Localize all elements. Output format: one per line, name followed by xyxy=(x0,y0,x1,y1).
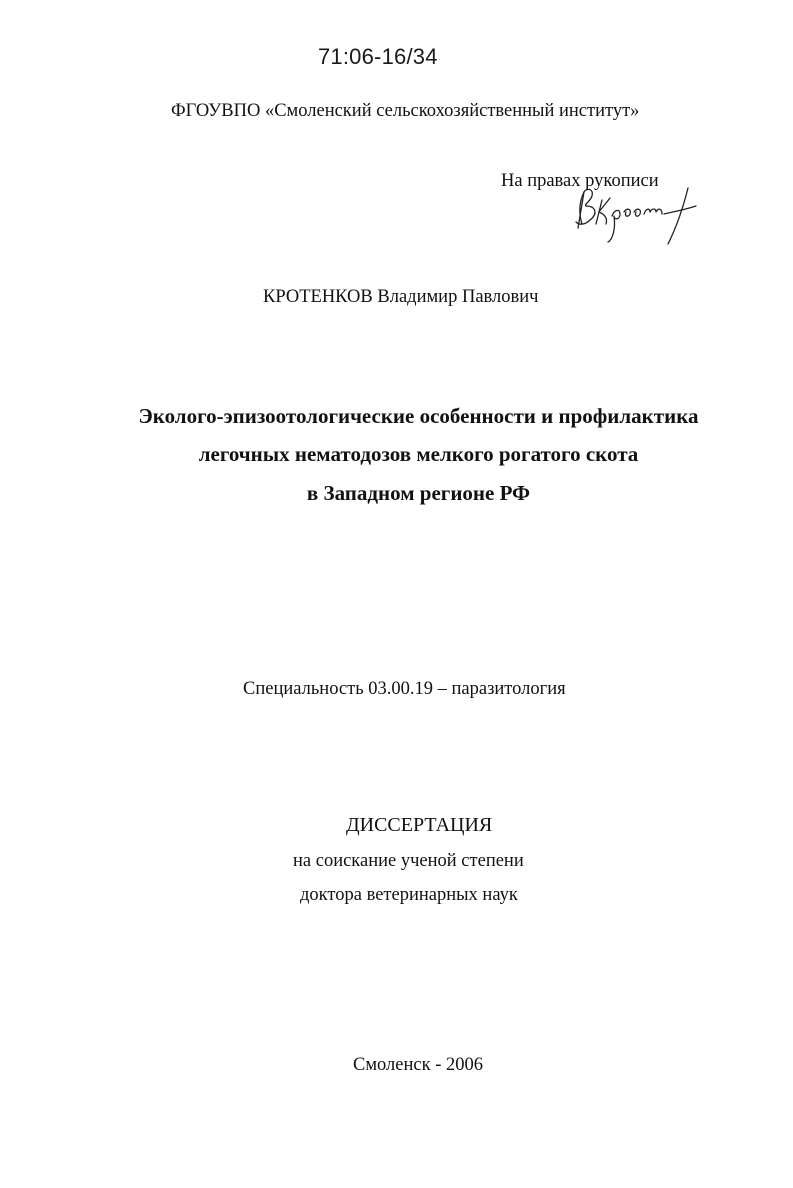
manuscript-rights-label: На правах рукописи xyxy=(501,171,659,191)
thesis-title-line-2: легочных нематодозов мелкого рогатого скота xyxy=(198,442,639,466)
archive-code: 71:06-16/34 xyxy=(318,44,438,69)
author-name: КРОТЕНКОВ Владимир Павлович xyxy=(263,287,539,307)
thesis-title-line-1: Эколого-эпизоотологические особенности и профилактика xyxy=(138,404,699,428)
specialty-line: Специальность 03.00.19 – паразитология xyxy=(243,679,566,699)
degree-line-1: на соискание ученой степени xyxy=(293,851,524,871)
degree-line-2: доктора ветеринарных наук xyxy=(300,885,518,905)
document-type-heading: ДИССЕРТАЦИЯ xyxy=(346,814,493,836)
place-and-year: Смоленск - 2006 xyxy=(353,1055,484,1075)
thesis-title-line-3: в Западном регионе РФ xyxy=(306,481,531,505)
institution-name: ФГОУВПО «Смоленский сельскохозяйственный институт» xyxy=(171,101,640,121)
handwritten-signature xyxy=(568,180,708,250)
